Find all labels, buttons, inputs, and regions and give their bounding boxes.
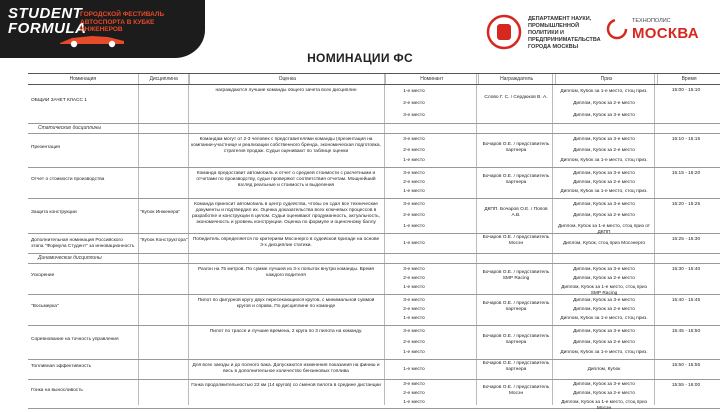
place-label: 1-е место: [403, 316, 425, 322]
moscow-emblem-icon: [486, 14, 522, 50]
table-row: [28, 264, 720, 295]
place-label: 1-е место: [403, 223, 425, 229]
nomination-name: ОБЩИЙ ЗАЧЕТ КЛАСС 1: [31, 98, 87, 103]
awarder-name: Бочаров О.Е. / представитель партнера: [482, 141, 550, 153]
nomination-name: Отчет о стоимости производства: [31, 177, 105, 182]
place-label: 1-е место: [403, 189, 425, 195]
nomination-name: Соревнование на точность управления: [31, 336, 119, 342]
time-slot: 15:25 - 15:30: [671, 237, 701, 242]
col-header-nomination: Номинация: [28, 74, 139, 84]
evaluation-text: Командам могут от 2-3 человек с представителями команды (презентация на компании-участнице и реализации собственного бренда, экономическая подготовка, стратегия продаж. Судьи оценивают по таблице оценки: [191, 137, 381, 154]
place-label: 2-е место: [403, 147, 425, 153]
prize-text: Диплом, Кубок за 3-е место: [573, 297, 635, 303]
awarder-name: Бочаров О.Е. / представитель партнера: [482, 301, 550, 312]
place-label: 1-е место: [403, 89, 425, 94]
table-header: [28, 74, 720, 85]
prize-text: Диплом, Кубок за 1-е место, стоц приз от ДКПП: [558, 223, 650, 235]
evaluation-text: Команда приносит автомобиль в центр судейства, чтобы он сдал все технические документы и подтвердил их. Оценка доказательства всех ключевых процессов в разработке и конструкции в целом. Судьи оценивают продуманность, актуальность, экономичность и уровень конструкции. Оценка по формуле и оценочному баллу: [191, 202, 380, 225]
evaluation-text: Разгон на 75 метров. По сумме лучшей из 3-х попыток внутри команды. Время каждого водителя: [197, 267, 375, 278]
discipline-mode: "Кубок Инженера": [140, 210, 181, 215]
prize-text: Диплом, Кубок за 2-е место: [573, 147, 635, 153]
prize-text: Диплом, Кубок за 2-е место: [573, 391, 635, 396]
moscow-label: МОСКВА: [632, 25, 699, 42]
evaluation-text: награждаются лучшие команды общего зачета всех дисциплин: [215, 88, 357, 93]
time-slot: 15:50 - 15:55: [671, 363, 701, 368]
place-label: 2-е место: [403, 276, 425, 281]
table-row: [28, 326, 720, 360]
prize-text: Диплом, Кубок за 1-е место, стоц приз.: [560, 189, 648, 195]
prize-text: Диплом, Кубок за 2-е место: [573, 101, 635, 106]
nomination-name: Дополнительная номинация Российского этапа "Формула Студент" за инновационность: [31, 237, 135, 249]
nominations-table: [28, 73, 720, 409]
prize-text: Диплом, Кубок за 1-е место, стоц приз.: [560, 157, 648, 163]
place-label: 1-е место: [403, 399, 425, 405]
place-label: 1-е место: [403, 285, 425, 291]
section-dynamic: Динамические дисциплины: [28, 254, 720, 264]
table-row: [28, 360, 720, 380]
col-header-discipline: Дисциплина: [139, 74, 190, 84]
awarder-name: Бочаров О.Е. / представитель SMP Racing: [482, 270, 550, 281]
table-row: [28, 168, 720, 199]
place-label: 3-е место: [403, 382, 425, 388]
section-static: Статические дисциплины: [28, 124, 720, 134]
nomination-name: Топливная эффективность: [31, 363, 92, 369]
technopolis-mark-icon: [606, 18, 628, 40]
time-slot: 15:10 - 15:15: [671, 137, 701, 142]
awarder-name: Бочаров О.Е. / представитель Мосэн: [482, 234, 550, 246]
prize-text: Диплом, Кубок за 2-е место: [573, 276, 635, 281]
time-slot: 15:55 - 16:00: [671, 383, 701, 388]
evaluation-text: Для всех заезды и до полного бака. Допускаются изменения показания на финиш и весь в дополнительное количество бензиновых топлива: [192, 363, 380, 374]
logo-subtitle: ГОРОДСКОЙ ФЕСТИВАЛЬ АВТОСПОРТА В КУБКЕ ИНЖЕНЕРОВ: [80, 11, 165, 33]
awarder-name: Слово Г. С. / Сердюков В. А.: [484, 95, 548, 100]
place-label: 2-е место: [403, 307, 425, 312]
place-label: 3-е место: [403, 202, 425, 208]
prize-text: Диплом, Кубок за 3-е место: [573, 329, 635, 335]
prize-text: Диплом, Кубок за 2-е место: [573, 213, 635, 218]
prize-text: Диплом, Кубок за 3-е место: [573, 170, 635, 176]
time-slot: 15:15 - 15:20: [671, 171, 701, 176]
discipline-mode: "Кубок Конструктора": [140, 237, 188, 243]
prize-text: Диплом, Кубок за 2-е место: [573, 307, 635, 312]
student-formula-logo: [0, 0, 205, 58]
place-label: 3-е место: [403, 137, 425, 143]
page-title: НОМИНАЦИИ ФС: [307, 51, 413, 65]
evaluation-text: Команда предоставит автомобиль и отчет о средней стоимости с расчетными и отчетами по производству, судьи проверяют соответствия отчетам. Мощнейший взгляд реальные и стоимость и выделения: [196, 171, 376, 188]
col-header-awarder: Награждатель: [479, 74, 556, 84]
time-slot: 15:20 - 15:25: [671, 202, 701, 207]
technopolis-label: ТЕХНОПОЛИС: [632, 18, 671, 24]
place-label: 1-е место: [403, 366, 425, 372]
time-slot: 15:00 - 15:10: [671, 88, 701, 93]
prize-text: Диплом, Кубок за 1-е место, стоц приз.: [560, 349, 648, 355]
place-label: 1-е место: [403, 240, 425, 246]
prize-text: Диплом, Кубок за 3-е место: [573, 202, 635, 208]
nomination-name: Презентация: [31, 144, 60, 150]
place-label: 3-е место: [403, 113, 425, 118]
prize-text: Диплом, Кубок за 2-е место: [573, 180, 635, 185]
place-label: 3-е место: [403, 297, 425, 303]
prize-text: Диплом, Кубок за 2-е место: [573, 339, 635, 345]
time-slot: 15:40 - 15:45: [671, 298, 701, 303]
awarder-name: Бочаров О.Е. / представитель партнера: [482, 333, 550, 345]
nomination-name: Защита конструкции: [31, 210, 77, 215]
table-row: [28, 85, 720, 124]
place-label: 2-е место: [403, 101, 425, 106]
time-slot: 15:30 - 15:40: [671, 267, 701, 272]
prize-text: Диплом, Кубок за 3-е место: [573, 266, 635, 272]
col-header-prize: Приз: [556, 74, 659, 84]
prize-text: Диплом, Кубок за 1-е место, стоц приз SMP Racing: [561, 285, 647, 297]
table-row: [28, 295, 720, 326]
time-slot: 15:45 - 15:50: [671, 329, 701, 334]
place-label: 2-е место: [403, 391, 425, 396]
col-header-evaluation: Оценка: [190, 74, 386, 84]
awarder-name: Бочаров О.Е. / представитель партнера: [482, 174, 550, 185]
place-label: 1-е место: [403, 349, 425, 355]
prize-text: Диплом, Кубок за 1-е место, стоц приз Мосэн: [561, 399, 647, 411]
nomination-name: Гонка на выносливость: [31, 388, 83, 393]
prize-text: Диплом, Кубок, стоц приз Мосэнерго: [562, 240, 646, 246]
prize-text: Диплом, Кубок за 3-е место: [573, 137, 635, 143]
awarder-name: Бочаров О.Е. / представитель Мосэн: [482, 385, 550, 396]
table-row: [28, 134, 720, 168]
nomination-name: "Восьмерка": [31, 304, 59, 309]
logo-title: STUDENT FORMULA: [8, 5, 87, 37]
place-label: 2-е место: [403, 180, 425, 185]
place-label: 3-е место: [403, 170, 425, 176]
evaluation-text: Гонка продолжительностью 22 км (14 кругов) со сменой пилота в средине дистанции: [191, 383, 381, 388]
evaluation-text: Победитель определяется по критериям Мосэнерго в судейской бригаде на основе 3-х дисциплин статики.: [192, 237, 380, 248]
prize-text: Диплом, Кубок за 1-е место, стоц приз.: [560, 316, 648, 322]
place-label: 2-е место: [403, 213, 425, 218]
department-name: ДЕПАРТАМЕНТ НАУКИ, ПРОМЫШЛЕННОЙ ПОЛИТИКИ И ПРЕДПРИНИМАТЕЛЬСТВА ГОРОДА МОСКВЫ: [528, 16, 601, 50]
prize-text: Диплом, Кубок: [587, 366, 621, 372]
evaluation-text: Пилот по трассе и лучшие времена, 2 круга по 3 пилота на команду.: [209, 329, 363, 334]
awarder-name: ДКПП. Бочаров О.Е. / Попов А.В.: [484, 207, 548, 218]
awarder-name: Бочаров О.Е. / представитель партнера: [482, 360, 550, 372]
place-label: 1-е место: [403, 157, 425, 163]
nomination-name: Ускорение: [31, 273, 55, 278]
evaluation-text: Пилот по фигурной кругу двух пересекающихся кругов, с минимальной суммой кругов и справа. По дисциплине по команде: [197, 298, 375, 309]
race-car-icon: [58, 30, 128, 48]
place-label: 3-е место: [403, 329, 425, 335]
prize-text: Диплом, Кубок за 3-е место: [573, 113, 635, 118]
prize-text: Диплом, Кубок за 3-е место: [573, 382, 635, 388]
table-row: [28, 234, 720, 254]
prize-text: Диплом, Кубок за 1-е место, стоц приз.: [560, 89, 648, 94]
place-label: 3-е место: [403, 266, 425, 272]
col-header-nominee: Номинант: [386, 74, 479, 84]
table-row: [28, 199, 720, 234]
col-header-time: Время: [681, 76, 697, 82]
place-label: 2-е место: [403, 339, 425, 345]
